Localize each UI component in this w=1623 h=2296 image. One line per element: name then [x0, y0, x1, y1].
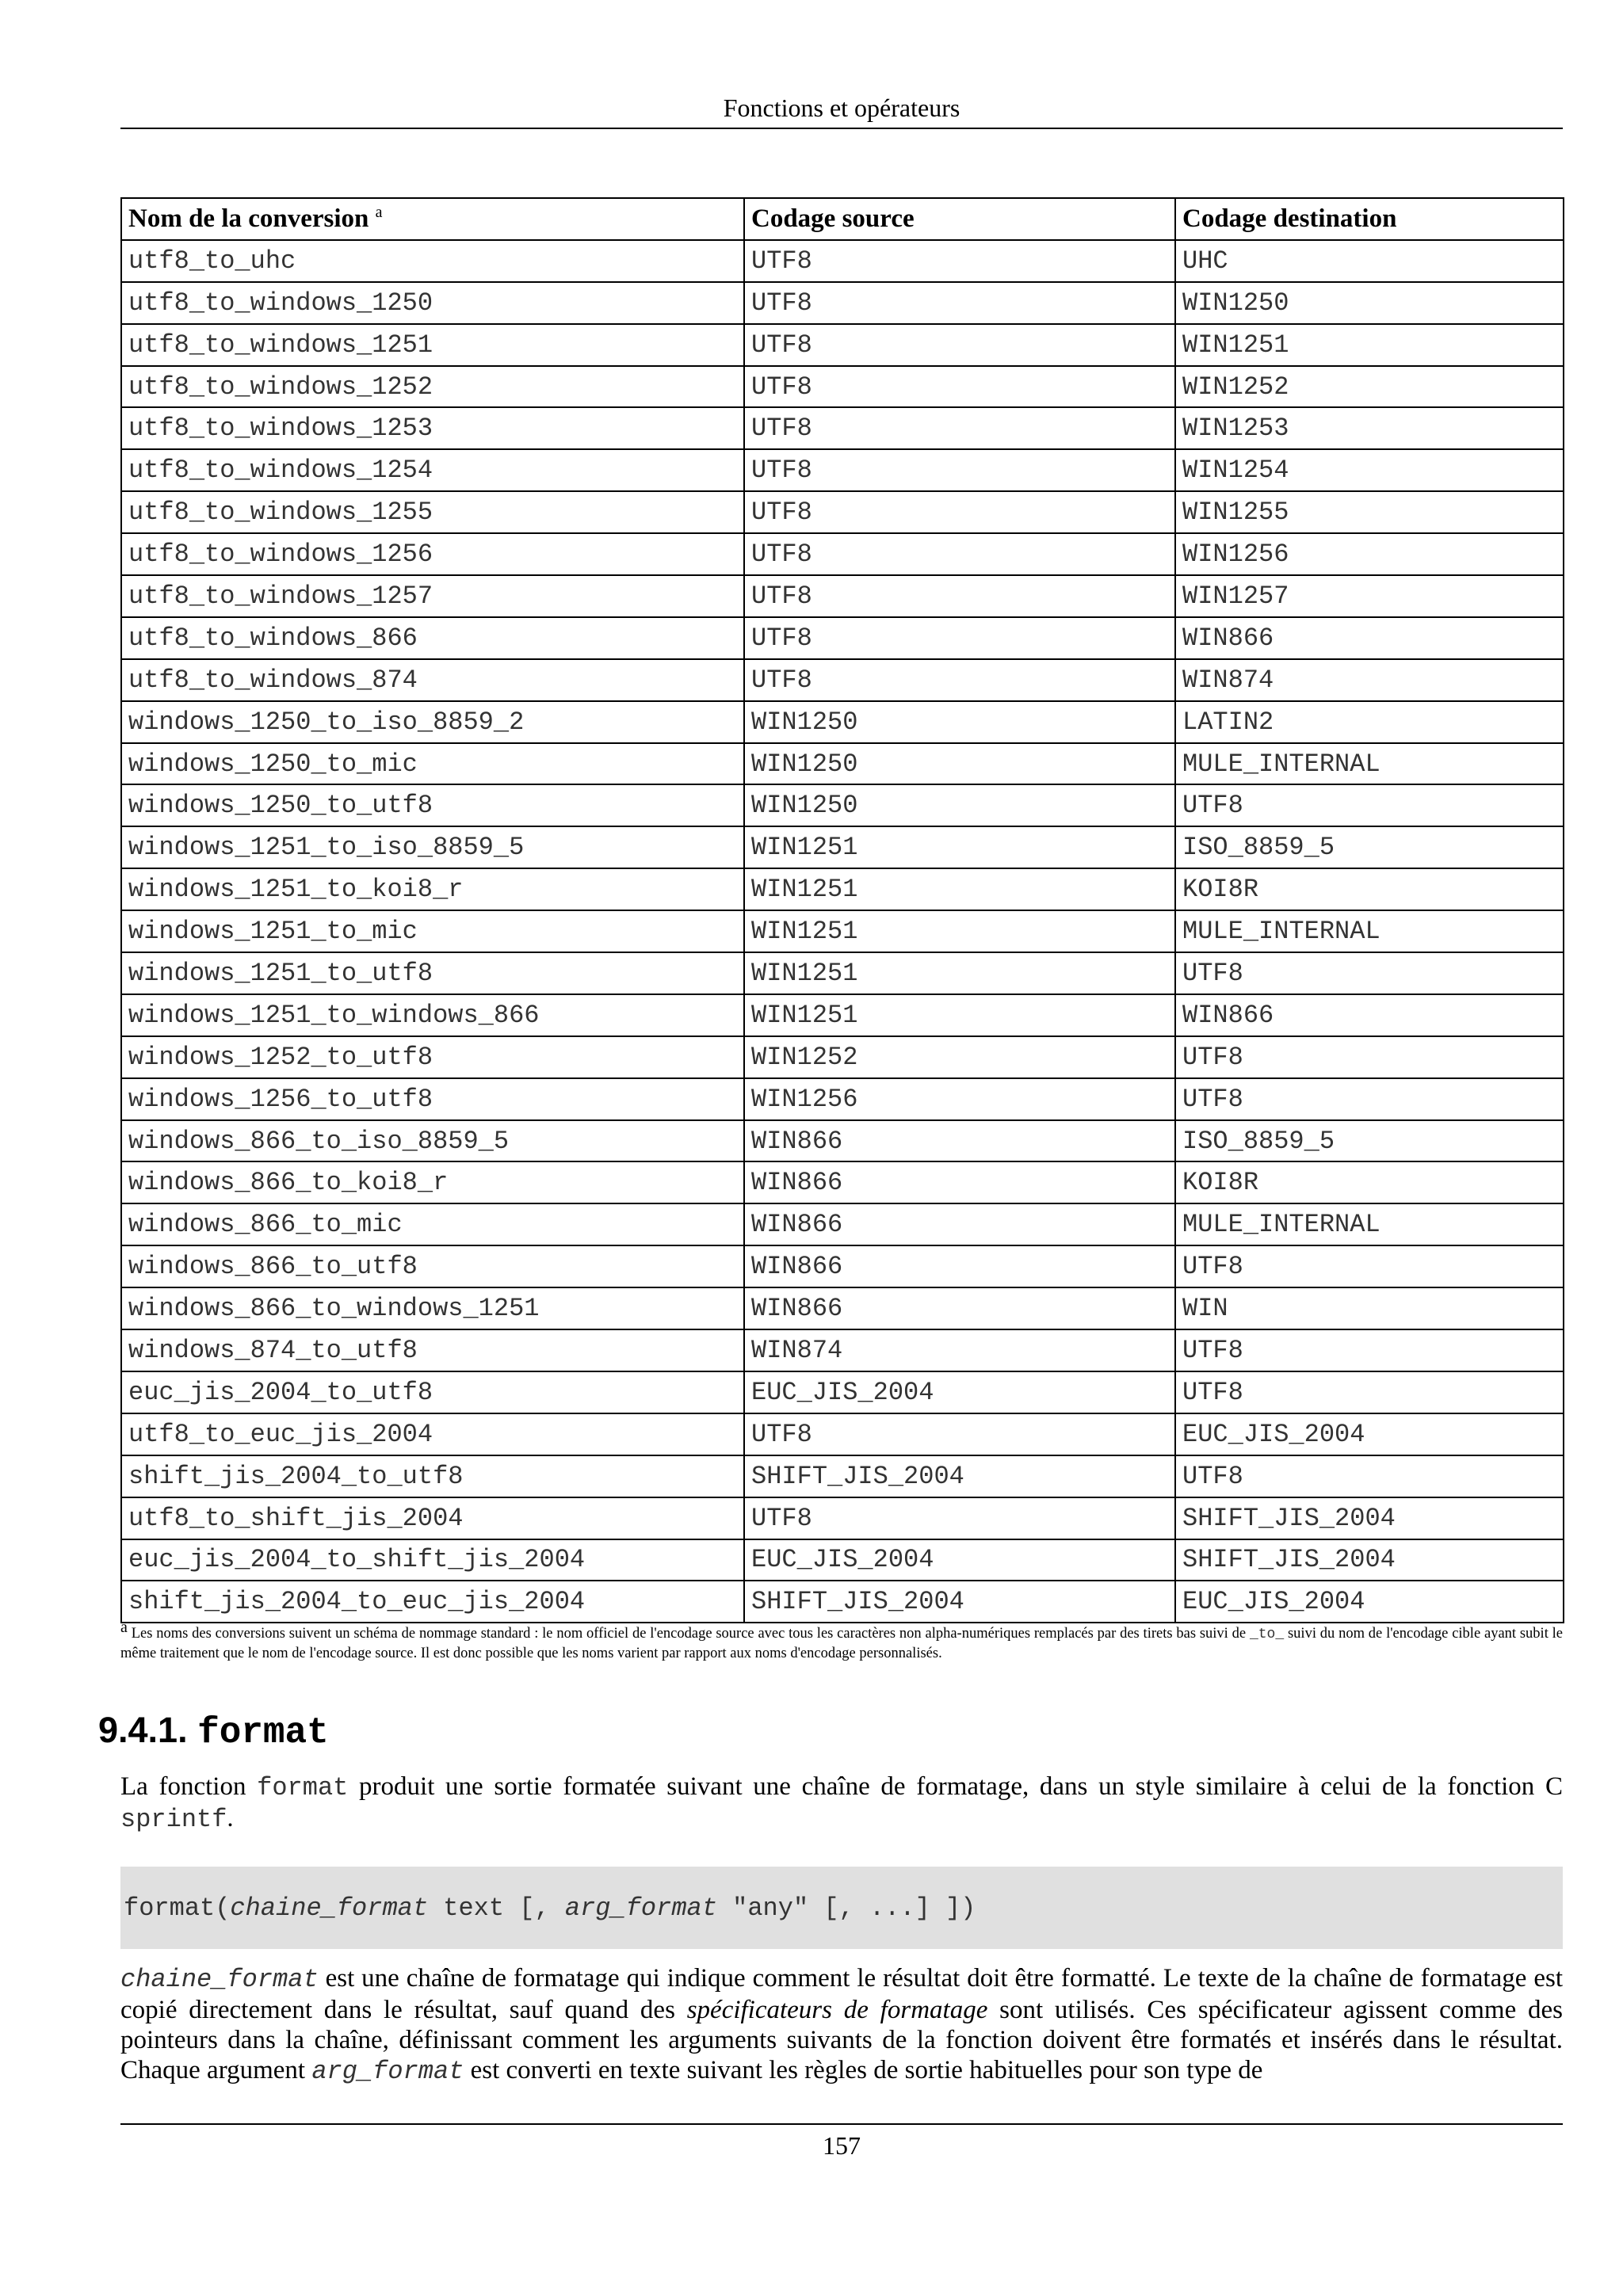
table-row — [121, 1497, 1564, 1539]
cell-destination-encoding: UTF8 — [1175, 1371, 1564, 1413]
footnote-mark: a — [120, 1618, 128, 1636]
cell-source-encoding: EUC_JIS_2004 — [744, 1539, 1175, 1581]
cell-source-encoding: UTF8 — [744, 575, 1175, 617]
table-row — [121, 449, 1564, 491]
table-body — [121, 240, 1564, 1623]
cell-destination-encoding: WIN866 — [1175, 994, 1564, 1036]
cell-source-encoding: WIN1250 — [744, 743, 1175, 785]
table-row — [121, 1203, 1564, 1245]
cell-source-encoding: UTF8 — [744, 659, 1175, 701]
cell-destination-encoding: UTF8 — [1175, 1078, 1564, 1120]
cell-destination-encoding: ISO_8859_5 — [1175, 826, 1564, 868]
cell-source-encoding: UTF8 — [744, 449, 1175, 491]
cell-conversion-name: utf8_to_windows_1255 — [121, 491, 744, 533]
column-header-conversion-name — [121, 198, 744, 240]
cell-destination-encoding: WIN1253 — [1175, 407, 1564, 449]
header-rule — [120, 128, 1563, 129]
cell-conversion-name: windows_866_to_utf8 — [121, 1245, 744, 1287]
table-row — [121, 1287, 1564, 1329]
cell-conversion-name: windows_866_to_windows_1251 — [121, 1287, 744, 1329]
cell-source-encoding: WIN866 — [744, 1161, 1175, 1203]
table-row — [121, 784, 1564, 826]
cell-conversion-name: windows_1250_to_iso_8859_2 — [121, 701, 744, 743]
cell-source-encoding: WIN866 — [744, 1245, 1175, 1287]
footnote-code: _to_ — [1249, 1627, 1285, 1642]
table-row — [121, 1455, 1564, 1497]
cell-source-encoding: UTF8 — [744, 491, 1175, 533]
table-header-row — [121, 198, 1564, 240]
column-header-destination-encoding: Codage destination — [1175, 198, 1564, 240]
cell-source-encoding: WIN1251 — [744, 826, 1175, 868]
footnote-text: Les noms des conversions suivent un schéma de nommage standard : le nom officiel de l'encodage source avec tous les caractères non alpha-numériques remplacés par des tirets bas suivi de — [127, 1626, 1250, 1642]
paragraph-text: produit une sortie formatée suivant une chaîne de formatage, dans un style similaire à celui de la fonction C — [348, 1772, 1563, 1801]
cell-destination-encoding: UTF8 — [1175, 1455, 1564, 1497]
cell-destination-encoding: UTF8 — [1175, 1245, 1564, 1287]
cell-conversion-name: windows_1250_to_mic — [121, 743, 744, 785]
cell-conversion-name: windows_1256_to_utf8 — [121, 1078, 744, 1120]
cell-source-encoding: SHIFT_JIS_2004 — [744, 1581, 1175, 1623]
cell-conversion-name: euc_jis_2004_to_utf8 — [121, 1371, 744, 1413]
cell-conversion-name: windows_1251_to_utf8 — [121, 952, 744, 994]
parameter-name: arg_format — [311, 2057, 464, 2086]
cell-destination-encoding: MULE_INTERNAL — [1175, 743, 1564, 785]
cell-destination-encoding: UTF8 — [1175, 952, 1564, 994]
table-row — [121, 1581, 1564, 1623]
table-footnote — [120, 1618, 1564, 1663]
cell-conversion-name: shift_jis_2004_to_utf8 — [121, 1455, 744, 1497]
footnote-text: suivi du nom de l'encodage cible ayant subit le même traitement que le nom de l'encodage source. Il est donc possible que les noms varient par rapport aux noms d'encodage personnalisés. — [120, 1626, 1564, 1661]
emphasis-term: spécificateurs de formatage — [686, 1996, 988, 2024]
cell-source-encoding: WIN1251 — [744, 910, 1175, 952]
table-row — [121, 1078, 1564, 1120]
table-row — [121, 617, 1564, 659]
cell-destination-encoding: UHC — [1175, 240, 1564, 282]
footer-rule — [120, 2123, 1563, 2125]
cell-destination-encoding: KOI8R — [1175, 868, 1564, 910]
cell-source-encoding: UTF8 — [744, 1497, 1175, 1539]
synopsis-text: "any" [, ...] ]) — [716, 1893, 976, 1923]
cell-destination-encoding: WIN874 — [1175, 659, 1564, 701]
inline-code: sprintf — [120, 1805, 227, 1834]
cell-destination-encoding: WIN1254 — [1175, 449, 1564, 491]
table-row — [121, 1161, 1564, 1203]
table-row — [121, 533, 1564, 575]
cell-source-encoding: WIN1252 — [744, 1036, 1175, 1078]
cell-conversion-name: windows_1251_to_windows_866 — [121, 994, 744, 1036]
paragraph-text: La fonction — [120, 1772, 258, 1801]
cell-destination-encoding: WIN866 — [1175, 617, 1564, 659]
cell-conversion-name: windows_1251_to_koi8_r — [121, 868, 744, 910]
table-row — [121, 324, 1564, 366]
cell-conversion-name: euc_jis_2004_to_shift_jis_2004 — [121, 1539, 744, 1581]
table-row — [121, 366, 1564, 408]
section-function-name: format — [197, 1712, 329, 1753]
cell-destination-encoding: ISO_8859_5 — [1175, 1120, 1564, 1162]
cell-destination-encoding: MULE_INTERNAL — [1175, 910, 1564, 952]
table-row — [121, 1036, 1564, 1078]
cell-conversion-name: utf8_to_windows_866 — [121, 617, 744, 659]
cell-source-encoding: WIN1251 — [744, 952, 1175, 994]
cell-source-encoding: EUC_JIS_2004 — [744, 1371, 1175, 1413]
cell-destination-encoding: LATIN2 — [1175, 701, 1564, 743]
cell-conversion-name: utf8_to_windows_1251 — [121, 324, 744, 366]
cell-source-encoding: UTF8 — [744, 324, 1175, 366]
cell-destination-encoding: UTF8 — [1175, 784, 1564, 826]
paragraph-text: est une chaîne de formatage qui indique comment le résultat doit être formatté. Le texte de la chaîne de formatage est copié directement dans le résultat, sauf quand des — [120, 1964, 1563, 2024]
section-heading — [98, 1710, 329, 1753]
cell-conversion-name: windows_874_to_utf8 — [121, 1329, 744, 1371]
cell-conversion-name: utf8_to_windows_874 — [121, 659, 744, 701]
table-row — [121, 659, 1564, 701]
cell-destination-encoding: WIN1255 — [1175, 491, 1564, 533]
table-row — [121, 1371, 1564, 1413]
table-row — [121, 1245, 1564, 1287]
table-row — [121, 1120, 1564, 1162]
cell-source-encoding: WIN866 — [744, 1203, 1175, 1245]
table-row — [121, 1413, 1564, 1455]
table-row — [121, 743, 1564, 785]
cell-source-encoding: WIN866 — [744, 1287, 1175, 1329]
running-header: Fonctions et opérateurs — [723, 93, 960, 122]
section-number: 9.4.1. — [98, 1710, 188, 1750]
paragraph-text: sont utilisés. Ces spécificateur agissent comme des pointeurs dans la chaîne, définissant comment les arguments suivants de la fonction doivent être formatés et insérés dans le résultat. Chaque argument — [120, 1996, 1564, 2084]
page-number: 157 — [823, 2131, 861, 2160]
paragraph-text: est converti en texte suivant les règles de sortie habituelles pour son type de — [464, 2056, 1263, 2084]
cell-destination-encoding: WIN1257 — [1175, 575, 1564, 617]
cell-conversion-name: windows_866_to_iso_8859_5 — [121, 1120, 744, 1162]
cell-source-encoding: WIN1251 — [744, 868, 1175, 910]
column-header-label: Nom de la conversion — [128, 204, 369, 233]
cell-destination-encoding: MULE_INTERNAL — [1175, 1203, 1564, 1245]
cell-conversion-name: utf8_to_windows_1256 — [121, 533, 744, 575]
cell-source-encoding: UTF8 — [744, 533, 1175, 575]
cell-conversion-name: utf8_to_euc_jis_2004 — [121, 1413, 744, 1455]
cell-destination-encoding: EUC_JIS_2004 — [1175, 1581, 1564, 1623]
table-row — [121, 701, 1564, 743]
cell-conversion-name: windows_1251_to_iso_8859_5 — [121, 826, 744, 868]
table-row — [121, 826, 1564, 868]
cell-source-encoding: WIN1250 — [744, 701, 1175, 743]
cell-source-encoding: WIN874 — [744, 1329, 1175, 1371]
cell-destination-encoding: WIN1250 — [1175, 282, 1564, 324]
table-row — [121, 1329, 1564, 1371]
table-row — [121, 575, 1564, 617]
cell-destination-encoding: UTF8 — [1175, 1036, 1564, 1078]
cell-conversion-name: windows_866_to_koi8_r — [121, 1161, 744, 1203]
table-row — [121, 952, 1564, 994]
cell-source-encoding: UTF8 — [744, 407, 1175, 449]
table-row — [121, 491, 1564, 533]
cell-conversion-name: utf8_to_windows_1257 — [121, 575, 744, 617]
cell-conversion-name: utf8_to_windows_1252 — [121, 366, 744, 408]
cell-destination-encoding: EUC_JIS_2004 — [1175, 1413, 1564, 1455]
footnote-mark[interactable]: a — [375, 203, 383, 221]
cell-conversion-name: utf8_to_windows_1254 — [121, 449, 744, 491]
cell-conversion-name: shift_jis_2004_to_euc_jis_2004 — [121, 1581, 744, 1623]
table-row — [121, 407, 1564, 449]
cell-conversion-name: utf8_to_windows_1250 — [121, 282, 744, 324]
cell-source-encoding: UTF8 — [744, 366, 1175, 408]
cell-conversion-name: utf8_to_shift_jis_2004 — [121, 1497, 744, 1539]
cell-conversion-name: windows_1251_to_mic — [121, 910, 744, 952]
cell-source-encoding: UTF8 — [744, 240, 1175, 282]
table-row — [121, 1539, 1564, 1581]
cell-conversion-name: windows_866_to_mic — [121, 1203, 744, 1245]
table-row — [121, 910, 1564, 952]
table-row — [121, 240, 1564, 282]
conversion-table — [120, 197, 1564, 1623]
table-row — [121, 994, 1564, 1036]
cell-source-encoding: WIN1256 — [744, 1078, 1175, 1120]
synopsis-text: format( — [124, 1893, 231, 1923]
intro-paragraph — [120, 1772, 1563, 1835]
cell-source-encoding: UTF8 — [744, 1413, 1175, 1455]
cell-source-encoding: SHIFT_JIS_2004 — [744, 1455, 1175, 1497]
cell-destination-encoding: WIN1251 — [1175, 324, 1564, 366]
cell-source-encoding: UTF8 — [744, 617, 1175, 659]
cell-conversion-name: windows_1252_to_utf8 — [121, 1036, 744, 1078]
function-synopsis — [120, 1867, 1563, 1949]
inline-code: format — [257, 1773, 349, 1802]
cell-destination-encoding: SHIFT_JIS_2004 — [1175, 1497, 1564, 1539]
description-paragraph — [120, 1963, 1563, 2087]
cell-destination-encoding: SHIFT_JIS_2004 — [1175, 1539, 1564, 1581]
cell-source-encoding: WIN1250 — [744, 784, 1175, 826]
synopsis-parameter: chaine_format — [230, 1893, 429, 1923]
cell-source-encoding: WIN1251 — [744, 994, 1175, 1036]
cell-destination-encoding: WIN1256 — [1175, 533, 1564, 575]
column-header-source-encoding: Codage source — [744, 198, 1175, 240]
cell-source-encoding: WIN866 — [744, 1120, 1175, 1162]
table-row — [121, 868, 1564, 910]
cell-conversion-name: utf8_to_uhc — [121, 240, 744, 282]
cell-destination-encoding: WIN — [1175, 1287, 1564, 1329]
cell-destination-encoding: WIN1252 — [1175, 366, 1564, 408]
synopsis-parameter: arg_format — [564, 1893, 717, 1923]
cell-destination-encoding: UTF8 — [1175, 1329, 1564, 1371]
cell-source-encoding: UTF8 — [744, 282, 1175, 324]
cell-destination-encoding: KOI8R — [1175, 1161, 1564, 1203]
cell-conversion-name: utf8_to_windows_1253 — [121, 407, 744, 449]
table-row — [121, 282, 1564, 324]
paragraph-text: . — [227, 1804, 234, 1833]
synopsis-text: text [, — [428, 1893, 565, 1923]
parameter-name: chaine_format — [120, 1965, 319, 1994]
cell-conversion-name: windows_1250_to_utf8 — [121, 784, 744, 826]
